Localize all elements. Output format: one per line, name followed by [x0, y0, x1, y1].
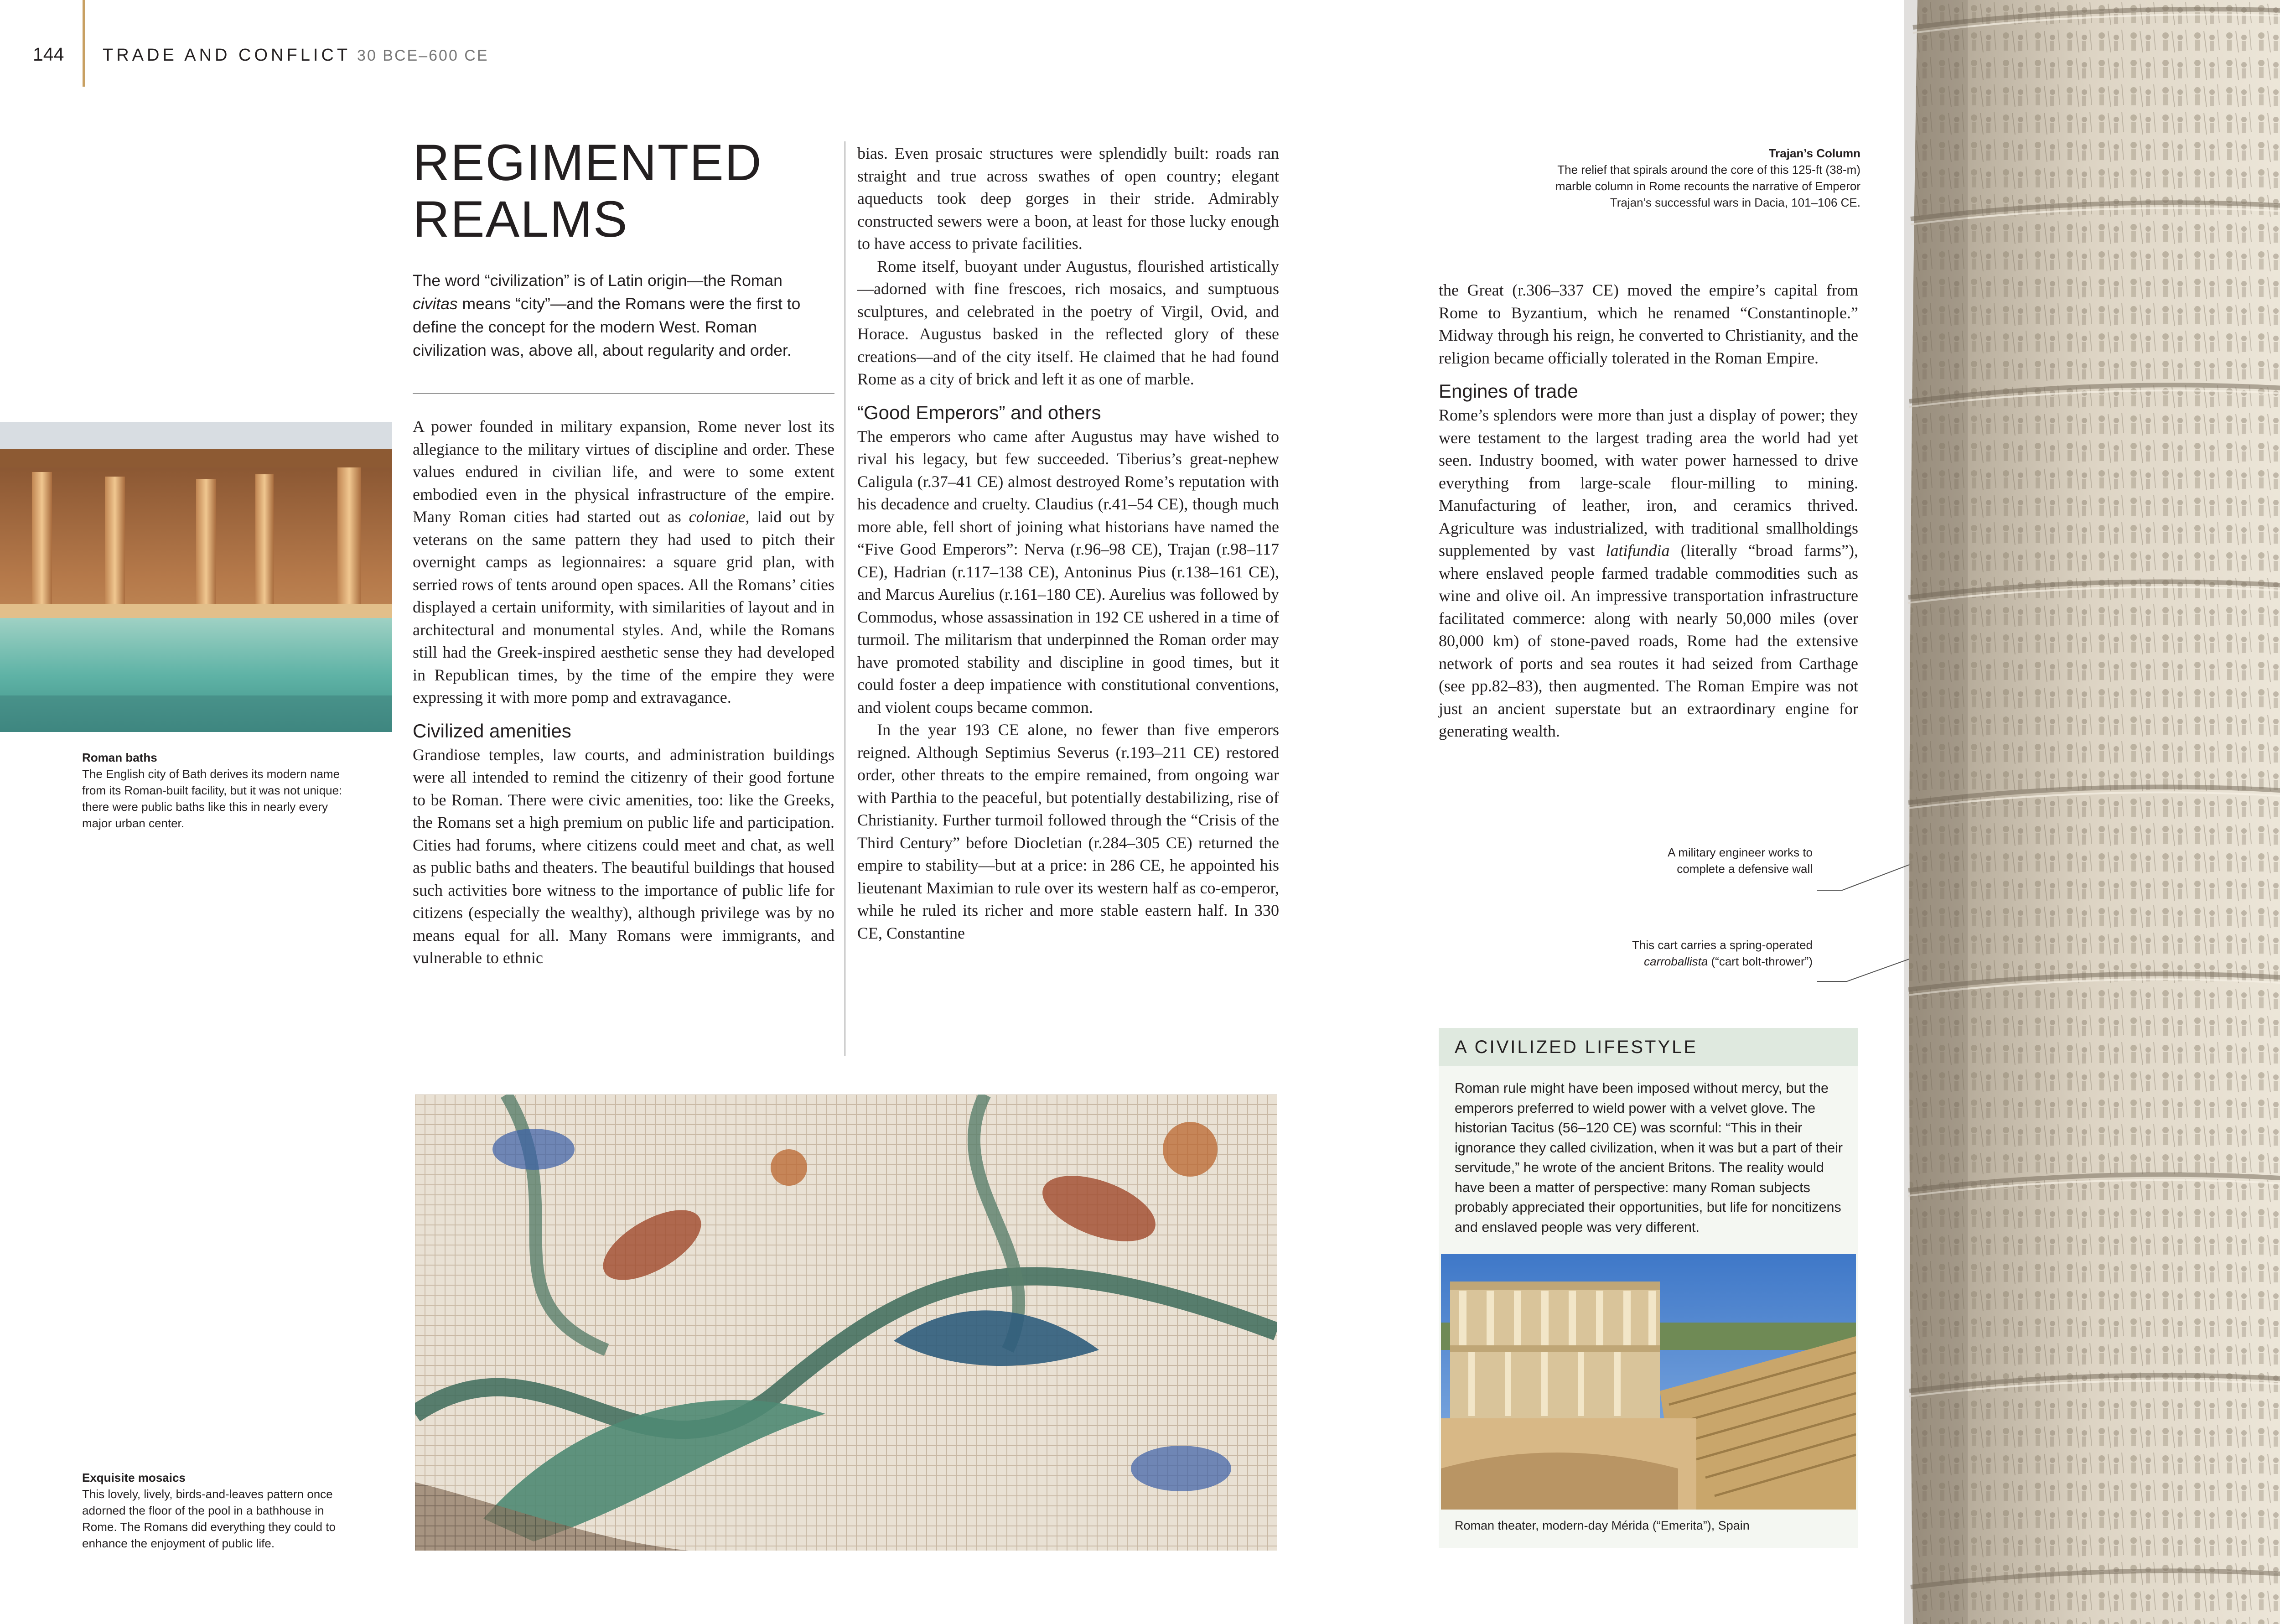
body-paragraph: In the year 193 CE alone, no fewer than five emperors reigned. Although Septimius Severus (r.193–211 CE) restored order, other threats to the empire remained, from ongoing war with Parthia to the peaceful, but potentially destabilizing, rise of Christianity. Further turmoil followed through the “Crisis of the Third Century” before Diocletian (r.284–305 CE) returned the empire to stability—but at a price: in 286 CE, he appointed his lieutenant Maximian to rule over its western half as co-emperor, while he ruled its richer and more stable eastern half. In 330 CE, Constantine: [857, 721, 1279, 942]
sidebar-title: A CIVILIZED LIFESTYLE: [1455, 1037, 1698, 1057]
roman-baths-caption: [82, 749, 356, 831]
trajans-column-caption: [1541, 145, 1860, 211]
body-column-1: [413, 415, 834, 970]
roman-theater-caption: Roman theater, modern-day Mérida (“Emerita”), Spain: [1455, 1519, 1750, 1532]
subheading-engines-of-trade: Engines of trade: [1439, 380, 1578, 402]
mosaics-caption-text: This lovely, lively, birds-and-leaves pattern once adorned the floor of the pool in a bathhouse in Rome. The Romans did everything they could to enhance the enjoyment of public life.: [82, 1487, 336, 1550]
cart-annotation-text-b: (“cart bolt-thrower”): [1708, 955, 1813, 968]
running-head-era: 30 BCE–600 CE: [357, 47, 489, 64]
folio-rule: [83, 0, 85, 87]
body-text: A power founded in military expansion, Rome never lost its allegiance to the military virtues of discipline and order. These values endured in civilian life, and were to some extent embodied even in the physical infrastructure of the empire. Many Roman cities had started out as: [413, 417, 834, 526]
body-paragraph: Grandiose temples, law courts, and administration buildings were all intended to remind the citizenry of their good fortune to be Roman. There were civic amenities, too: like the Greeks, the Romans set a high premium on public life and participation. Cities had forums, where citizens could meet and chat, as well as public baths and theaters. The beautiful buildings that housed such activities bore witness to the importance of public life for citizens (especially the wealthy), although privilege was by no means equal for all. Many Romans were immigrants, and vulnerable to ethnic: [413, 745, 834, 967]
mosaic-image: [415, 1095, 1277, 1551]
body-paragraph: the Great (r.306–337 CE) moved the empire’s capital from Rome to Byzantium, which he renamed “Constantinople.” Midway through his reign, he converted to Christianity, and the religion became officially tolerated in the Roman Empire.: [1439, 281, 1858, 367]
article-title-line-1: REGIMENTED: [413, 134, 762, 191]
body-paragraph: bias. Even prosaic structures were splendidly built: roads ran straight and true across swathes of open country; elegant aqueducts took deep gorges in their stride. Admirably constructed sewers were a boon, at least for those lucky enough to have access to private facilities.: [857, 144, 1279, 253]
trajans-column-image: [1904, 0, 2280, 1624]
intro-text-italic: civitas: [413, 295, 458, 313]
body-paragraph: The emperors who came after Augustus may have wished to rival his legacy, but few succeeded. Tiberius’s great-nephew Caligula (r.37–41 CE) almost destroyed Rome’s reputation with his decadence and cruelty. Claudius (r.41–54 CE), though much more able, fell short of joining what historians have named the “Five Good Emperors”: Nerva (r.96–98 CE), Trajan (r.98–117 CE), Hadrian (r.117–138 CE), Antoninus Pius (r.138–161 CE), and Marcus Aurelius (r.161–180 CE). Aurelius was followed by Commodus, whose assassination in 192 CE ushered in a time of turmoil. The militarism that underpinned the Roman order may have promoted stability and discipline in good times, but it could foster a deep impatience with constitutional conventions, and violent coups became common.: [857, 427, 1279, 716]
body-column-3: [1439, 279, 1858, 743]
mosaic-illustration: [415, 1095, 1277, 1551]
engineer-leader-line: [1817, 864, 1911, 890]
body-text: (literally “broad farms”), where enslaved people farmed tradable commodities such as wine and olive oil. An impressive transportation infrastructure facilitated commerce: along with nearly 50,000 miles (over 80,000 km) of stone-paved roads, Rome had the extensive network of ports and sea routes it had seized from Carthage (see pp.82–83), then augmented. The Roman Empire was not just an ancient superstate but an extraordinary engine for generating wealth.: [1439, 541, 1858, 740]
trajans-column-illustration: [1904, 0, 2280, 1624]
engineer-annotation: A military engineer works to complete a defensive wall: [1668, 846, 1813, 876]
roman-theater-image: [1441, 1254, 1856, 1510]
trajans-column-caption-text: The relief that spirals around the core of this 125-ft (38-m) marble column in Rome recounts the narrative of Emperor Trajan’s successful wars in Dacia, 101–106 CE.: [1555, 163, 1860, 209]
body-text-italic: latifundia: [1606, 541, 1670, 560]
intro-rule: [413, 393, 834, 394]
roman-baths-caption-title: Roman baths: [82, 751, 157, 764]
subheading-civilized-amenities: Civilized amenities: [413, 720, 571, 742]
cart-annotation-text-a: This cart carries a spring-operated: [1632, 938, 1813, 952]
running-head: [103, 46, 489, 65]
body-text-italic: coloniae,: [689, 508, 750, 526]
running-head-section: TRADE AND CONFLICT: [103, 46, 351, 65]
cart-annotation-italic: carroballista: [1644, 955, 1708, 968]
page-number: 144: [33, 44, 64, 65]
roman-baths-illustration: [0, 422, 392, 732]
cart-leader-line: [1817, 958, 1913, 981]
mosaics-caption-title: Exquisite mosaics: [82, 1471, 186, 1484]
intro-text-b: means “city”—and the Romans were the first to define the concept for the modern West. Roman civilization was, above all, about regularity and order.: [413, 295, 801, 359]
intro-text-a: The word “civilization” is of Latin origin—the Roman: [413, 271, 782, 290]
trajans-column-caption-title: Trajan’s Column: [1768, 146, 1860, 160]
roman-baths-image: [0, 422, 392, 732]
body-column-2: [857, 142, 1279, 944]
body-paragraph: [1439, 404, 1858, 743]
article-title: [413, 135, 762, 248]
cart-annotation: [1623, 937, 1813, 970]
body-paragraph: [413, 415, 834, 709]
subheading-good-emperors: “Good Emperors” and others: [857, 401, 1101, 423]
body-text: Rome’s splendors were more than just a display of power; they were testament to the largest trading area the world had yet seen. Industry boomed, with water power harnessed to drive everything from large-scale flour-milling to mining. Manufacturing of leather, iron, and ceramics thrived. Agriculture was industrialized, with traditional smallholdings supplemented by vast: [1439, 406, 1858, 560]
body-text: laid out by veterans on the same pattern they had used to pitch their overnight camps as legionnaires: a square grid plan, with serried rows of tents around open spaces. All the Romans’ cities displayed a certain uniformity, with similarities of layout and in architectural and monumental styles. And, while the Romans still had the Greek-inspired aesthetic sense they had developed in Republican times, by the time of the empire they were expressing it with more pomp and extravagance.: [413, 508, 834, 706]
intro-paragraph: [413, 269, 819, 362]
roman-baths-caption-text: The English city of Bath derives its modern name from its Roman-built facility, but it was not unique: there were public baths like this in nearly every major urban center.: [82, 767, 342, 830]
body-paragraph: Rome itself, buoyant under Augustus, flourished artistically—adorned with fine frescoes, rich mosaics, and sumptuous sculptures, and celebrated in the poetry of Virgil, Ovid, and Horace. Augustus basked in the reflected glory of these creations—and of the city itself. He claimed that he had found Rome as a city of brick and left it as one of marble.: [857, 257, 1279, 388]
article-title-line-2: REALMS: [413, 191, 628, 248]
mosaics-caption: [82, 1469, 356, 1551]
roman-theater-illustration: [1441, 1254, 1856, 1510]
sidebar-text: Roman rule might have been imposed without mercy, but the emperors preferred to wield power with a velvet glove. The historian Tacitus (56–120 CE) was scornful: “This in their ignorance they called civilization, when it was but a part of their servitude,” he wrote of the ancient Britons. The reality would have been a matter of perspective: many Roman subjects probably appreciated their opportunities, but life for noncitizens and enslaved people was very different.: [1455, 1080, 1843, 1235]
